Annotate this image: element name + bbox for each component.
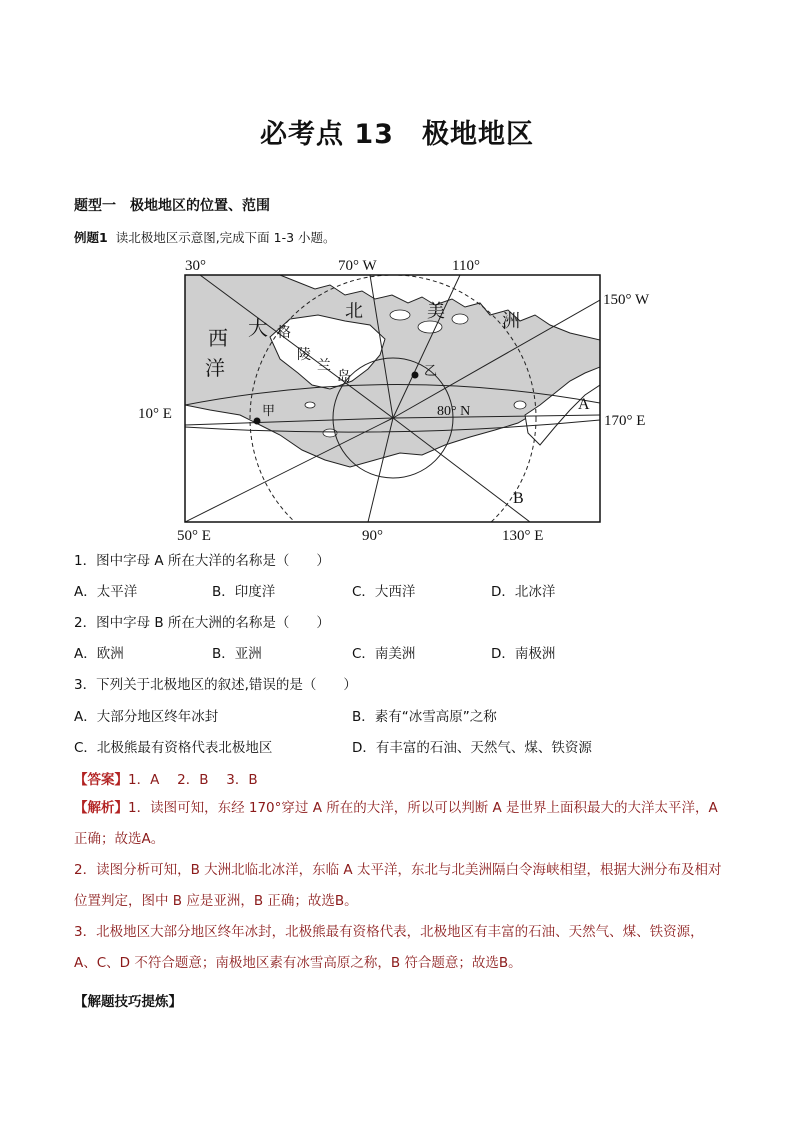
arctic-map — [130, 255, 670, 545]
question-1-option-a: A．太平洋 — [74, 584, 138, 600]
question-1-stem: 1．图中字母 A 所在大洋的名称是（ ） — [74, 553, 330, 569]
point-yi — [412, 372, 419, 379]
question-2-option-a: A．欧洲 — [74, 646, 124, 662]
label-ling: 陵 — [297, 348, 311, 363]
label-jia: 甲 — [262, 403, 276, 418]
question-2-stem: 2．图中字母 B 所在大洲的名称是（ ） — [74, 615, 330, 631]
label-yang: 洋 — [205, 358, 225, 380]
example-label: 例题1 — [74, 230, 108, 245]
question-2-option-d: D．南极洲 — [491, 646, 556, 662]
example-intro — [74, 228, 336, 246]
question-1-option-c: C．大西洋 — [352, 584, 416, 600]
island — [418, 321, 442, 333]
label-bei: 北 — [345, 301, 363, 321]
analysis-paragraph-1 — [74, 793, 724, 855]
question-1-option-d: D．北冰洋 — [491, 584, 556, 600]
label-lon-150w: 150° W — [603, 292, 650, 308]
answer-text: 1．A 2．B 3．B — [128, 772, 258, 788]
label-lon-50e: 50° E — [177, 528, 211, 544]
question-2-option-c: C．南美洲 — [352, 646, 416, 662]
label-lan: 兰 — [317, 359, 331, 374]
label-ge: 格 — [277, 326, 291, 341]
label-dao: 岛 — [337, 370, 351, 385]
analysis-label: 【解析】 — [74, 800, 128, 816]
label-b: B — [513, 490, 524, 507]
example-text: 读北极地区示意图,完成下面 1-3 小题。 — [115, 230, 336, 245]
analysis-text-1: 1．读图可知，东经 170°穿过 A 所在的大洋，所以可以判断 A 是世界上面积最大的大洋太平洋，A 正确；故选A。 — [74, 800, 718, 847]
question-3-option-d: D．有丰富的石油、天然气、煤、铁资源 — [352, 740, 592, 756]
question-3-option-a: A．大部分地区终年冰封 — [74, 709, 219, 725]
label-xi: 西 — [208, 328, 228, 350]
tips-heading: 【解题技巧提炼】 — [74, 994, 182, 1010]
label-lon-90: 90° — [362, 528, 383, 544]
label-yi: 乙 — [424, 363, 438, 378]
label-lon-30: 30° — [185, 258, 206, 274]
label-mei: 美 — [427, 301, 445, 321]
question-1-option-b: B．印度洋 — [212, 584, 276, 600]
island — [390, 310, 410, 320]
label-zhou: 洲 — [502, 311, 520, 331]
label-lon-70w: 70° W — [338, 258, 377, 274]
page-title: 必考点 13 极地地区 — [260, 119, 534, 150]
label-da: 大 — [248, 318, 268, 340]
answer-line — [74, 768, 258, 788]
question-3-stem: 3．下列关于北极地区的叙述,错误的是（ ） — [74, 677, 357, 693]
label-lon-110: 110° — [452, 258, 480, 274]
analysis-paragraph-2: 2．读图分析可知，B 大洲北临北冰洋，东临 A 太平洋，东北与北美洲隔白令海峡相望，根据大洲分布及相对位置判定，图中 B 应是亚洲，B 正确；故选B。 — [74, 862, 722, 909]
label-lon-170e: 170° E — [604, 413, 646, 429]
label-lon-10e: 10° E — [138, 406, 172, 422]
section-heading: 题型一 极地地区的位置、范围 — [74, 198, 270, 214]
answer-label: 【答案】 — [74, 772, 128, 788]
question-3-option-b: B．素有“冰雪高原”之称 — [352, 709, 497, 725]
label-lon-130e: 130° E — [502, 528, 544, 544]
island — [514, 401, 526, 409]
island — [452, 314, 468, 324]
question-3-option-c: C．北极熊最有资格代表北极地区 — [74, 740, 273, 756]
label-lat-80n: 80° N — [437, 404, 471, 419]
analysis-paragraph-3: 3．北极地区大部分地区终年冰封，北极熊最有资格代表，北极地区有丰富的石油、天然气、煤、铁资源，A、C、D 不符合题意；南极地区素有冰雪高原之称，B 符合题意；故选B。 — [74, 924, 704, 971]
label-a: A — [578, 396, 590, 413]
question-2-option-b: B．亚洲 — [212, 646, 262, 662]
point-jia — [254, 418, 261, 425]
island — [305, 402, 315, 408]
